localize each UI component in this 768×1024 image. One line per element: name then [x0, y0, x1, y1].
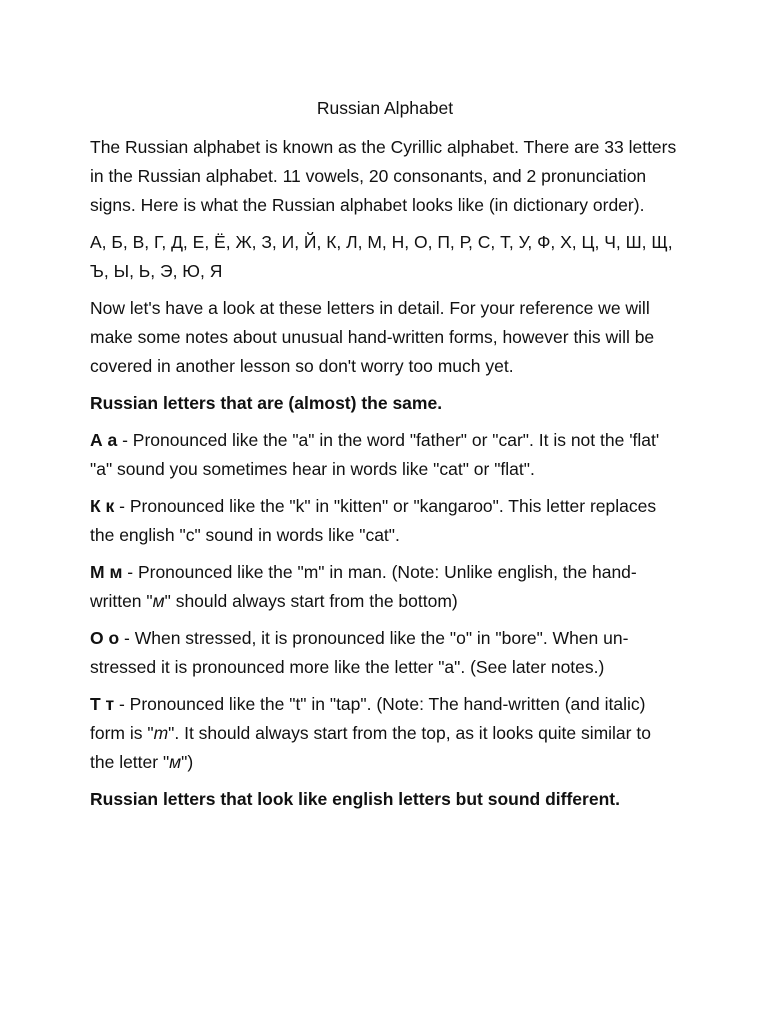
- letter-italic-m: м: [152, 591, 165, 611]
- letter-label-t: Т т: [90, 694, 115, 714]
- letter-label-a: А а: [90, 430, 118, 450]
- letter-entry-t: [90, 690, 680, 777]
- letter-entry-o: [90, 624, 680, 682]
- letter-description-t-part2: ". It should always start from the top, as it looks quite similar to the letter ": [90, 723, 651, 772]
- section-heading-same-letters: Russian letters that are (almost) the same.: [90, 393, 443, 413]
- letter-description-t-part3: "): [181, 752, 194, 772]
- letter-italic-t: m: [153, 723, 169, 743]
- letter-description-o: - When stressed, it is pronounced like the "o" in "bore". When un-stressed it is pronounced more like the letter "a". (See later notes.): [90, 628, 629, 677]
- letter-description-a: - Pronounced like the "a" in the word "father" or "car". It is not the 'flat' "a" sound you sometimes hear in words like "cat" or "flat".: [90, 430, 660, 479]
- page-title: Russian Alphabet: [316, 98, 454, 118]
- letter-description-k: - Pronounced like the "k" in "kitten" or "kangaroo". This letter replaces the english "c" sound in words like "cat".: [90, 496, 657, 545]
- letter-label-o: О о: [90, 628, 120, 648]
- detail-intro-paragraph: Now let's have a look at these letters in detail. For your reference we will make some notes about unusual hand-written forms, however this will be covered in another lesson so don't worry too much yet.: [90, 298, 655, 376]
- letter-entry-m: [90, 558, 680, 616]
- section-heading-different-letters: Russian letters that look like english letters but sound different.: [90, 789, 620, 809]
- alphabet-list: А, Б, В, Г, Д, Е, Ё, Ж, З, И, Й, К, Л, М, Н, О, П, Р, С, Т, У, Ф, Х, Ц, Ч, Ш, Щ, Ъ, Ы, Ь, Э, Ю, Я: [90, 232, 673, 281]
- intro-paragraph: The Russian alphabet is known as the Cyrillic alphabet. There are 33 letters in the Russian alphabet. 11 vowels, 20 consonants, and 2 pronunciation signs. Here is what the Russian alphabet looks like (in dictionary order).: [90, 137, 677, 215]
- letter-description-m-part2: " should always start from the bottom): [164, 591, 458, 611]
- letter-label-m: М м: [90, 562, 123, 582]
- letter-label-k: К к: [90, 496, 115, 516]
- letter-italic-m-ref: м: [169, 752, 182, 772]
- letter-description-m-part1: - Pronounced like the "m" in man. (Note: Unlike english, the hand-written ": [90, 562, 637, 611]
- letter-entry-k: [90, 492, 680, 550]
- document-page: [90, 94, 680, 822]
- letter-description-t-part1: - Pronounced like the "t" in "tap". (Note: The hand-written (and italic) form is ": [90, 694, 646, 743]
- letter-entry-a: [90, 426, 680, 484]
